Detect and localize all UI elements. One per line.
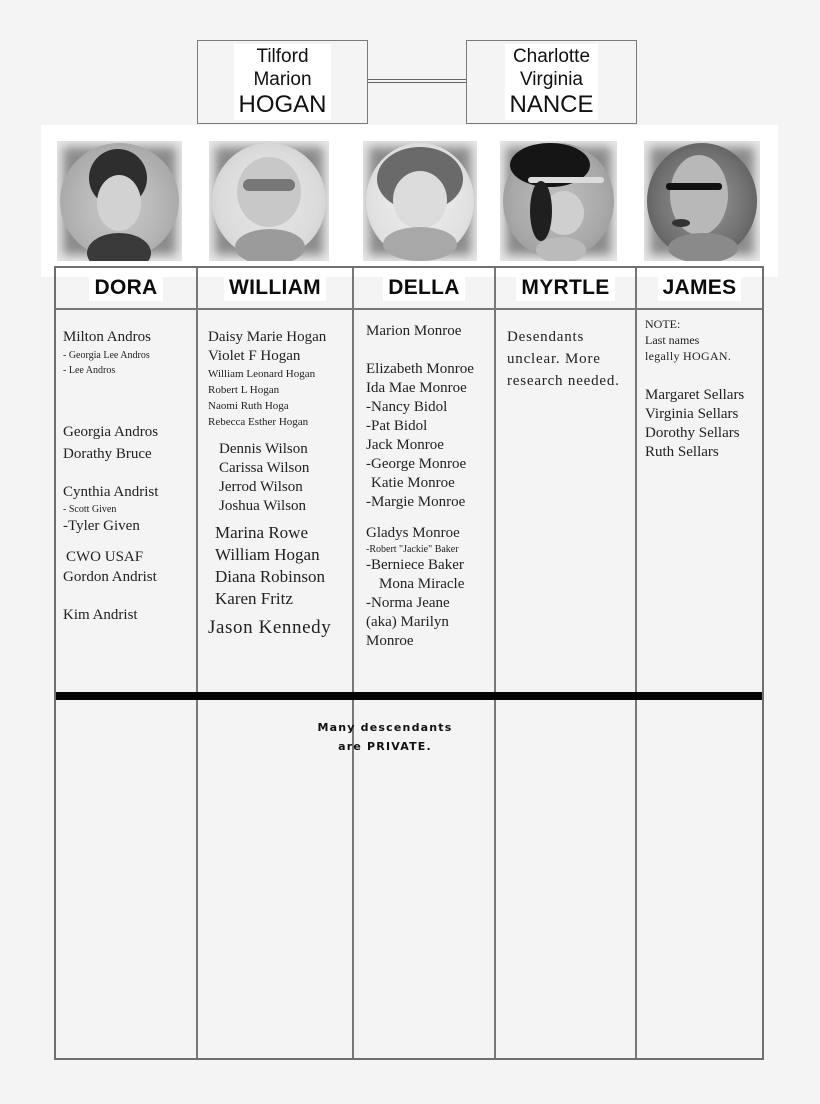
note-text: Last names bbox=[645, 333, 700, 347]
descendant: Katie Monroe bbox=[371, 475, 455, 491]
descendant: (aka) Marilyn bbox=[366, 614, 449, 630]
child-name: MYRTLE bbox=[516, 275, 614, 301]
descendant: Karen Fritz bbox=[215, 589, 293, 608]
descendant: - Georgia Lee Andros bbox=[63, 350, 150, 361]
column-header-james bbox=[637, 268, 762, 308]
private-note-line2: are PRIVATE. bbox=[338, 740, 432, 753]
descendants-table bbox=[54, 266, 764, 1060]
descendant: Gordon Andrist bbox=[63, 568, 157, 585]
private-note bbox=[300, 718, 470, 756]
father-last-name: HOGAN bbox=[238, 91, 327, 119]
descendant: Monroe bbox=[366, 633, 414, 649]
research-note: Desendants bbox=[507, 329, 585, 345]
descendant: CWO USAF bbox=[66, 549, 144, 565]
descendant: -Robert "Jackie" Baker bbox=[366, 544, 459, 555]
mother-last-name: NANCE bbox=[509, 91, 594, 119]
descendant: -Margie Monroe bbox=[366, 494, 466, 510]
private-note-line1: Many descendants bbox=[317, 721, 453, 734]
column-header-myrtle bbox=[496, 268, 635, 308]
descendant: Dorathy Bruce bbox=[63, 445, 152, 462]
father-box bbox=[197, 40, 368, 124]
mother-first-name: Charlotte bbox=[512, 46, 591, 68]
portrait-william bbox=[209, 141, 329, 261]
descendant: Carissa Wilson bbox=[219, 460, 310, 476]
column-divider bbox=[494, 268, 496, 1058]
column-divider bbox=[196, 268, 198, 1058]
descendant: - Scott Given bbox=[63, 503, 117, 515]
descendant: Jack Monroe bbox=[366, 437, 444, 453]
column-header-william bbox=[198, 268, 352, 308]
portrait-dora bbox=[57, 141, 182, 261]
descendant: Diana Robinson bbox=[215, 567, 326, 586]
descendant: Ida Mae Monroe bbox=[366, 380, 467, 396]
descendant: William Hogan bbox=[215, 545, 320, 564]
descendant: Joshua Wilson bbox=[219, 498, 307, 514]
child-name: DORA bbox=[89, 275, 162, 301]
column-header-della bbox=[354, 268, 494, 308]
child-name: DELLA bbox=[383, 275, 465, 301]
descendant: Dorothy Sellars bbox=[645, 425, 740, 441]
descendant: Kim Andrist bbox=[63, 607, 138, 623]
portrait-james bbox=[644, 141, 760, 261]
descendant: Rebecca Esther Hogan bbox=[208, 416, 309, 428]
note-text: legally HOGAN. bbox=[645, 349, 732, 363]
descendant: -Norma Jeane bbox=[366, 595, 450, 611]
descendant: Ruth Sellars bbox=[645, 444, 719, 460]
descendants-dora bbox=[63, 328, 158, 626]
descendants-della bbox=[366, 322, 474, 651]
descendant: Jerrod Wilson bbox=[219, 479, 303, 495]
child-name: JAMES bbox=[658, 275, 742, 301]
descendant: Elizabeth Monroe bbox=[366, 361, 474, 377]
header-row-border bbox=[56, 308, 762, 310]
mother-box bbox=[466, 40, 637, 124]
father-name bbox=[234, 44, 330, 119]
descendant: William Leonard Hogan bbox=[208, 368, 316, 380]
descendant: Marina Rowe bbox=[215, 523, 309, 542]
descendant: Daisy Marie Hogan bbox=[208, 329, 327, 345]
descendant: Robert L Hogan bbox=[208, 384, 280, 396]
research-note: unclear. More bbox=[507, 351, 601, 367]
descendant: Milton Andros bbox=[63, 329, 151, 345]
descendants-william bbox=[208, 328, 331, 640]
father-middle-name: Marion bbox=[253, 68, 312, 90]
descendant: -Tyler Given bbox=[63, 517, 140, 534]
descendants-james bbox=[645, 316, 744, 462]
portrait-myrtle bbox=[500, 141, 617, 261]
descendant: Gladys Monroe bbox=[366, 525, 460, 541]
descendant: -George Monroe bbox=[366, 456, 467, 472]
research-note: research needed. bbox=[507, 373, 620, 389]
child-name: WILLIAM bbox=[224, 275, 326, 301]
mother-name bbox=[505, 44, 597, 119]
descendant: -Nancy Bidol bbox=[366, 399, 448, 415]
descendant: Naomi Ruth Hoga bbox=[208, 400, 289, 412]
descendant: Violet F Hogan bbox=[208, 348, 301, 364]
descendant: Virginia Sellars bbox=[645, 406, 739, 422]
father-first-name: Tilford bbox=[256, 46, 309, 68]
portrait-della bbox=[363, 141, 477, 261]
column-divider bbox=[635, 268, 637, 1058]
marriage-connector bbox=[368, 79, 466, 83]
descendants-myrtle bbox=[507, 326, 620, 392]
descendant: Mona Miracle bbox=[379, 576, 465, 592]
descendant: Marion Monroe bbox=[366, 323, 462, 339]
descendant: Dennis Wilson bbox=[219, 441, 308, 457]
descendant: -Pat Bidol bbox=[366, 418, 428, 434]
generation-separator bbox=[56, 692, 762, 700]
descendant: - Lee Andros bbox=[63, 365, 116, 376]
note-label: NOTE: bbox=[645, 317, 681, 331]
descendant: Margaret Sellars bbox=[645, 387, 745, 403]
descendant: Cynthia Andrist bbox=[63, 484, 159, 500]
mother-middle-name: Virginia bbox=[519, 68, 583, 90]
descendant: -Berniece Baker bbox=[366, 557, 464, 573]
descendant: Jason Kennedy bbox=[208, 617, 332, 638]
descendant: Georgia Andros bbox=[63, 424, 159, 440]
column-divider bbox=[352, 268, 354, 1058]
column-header-dora bbox=[56, 268, 196, 308]
